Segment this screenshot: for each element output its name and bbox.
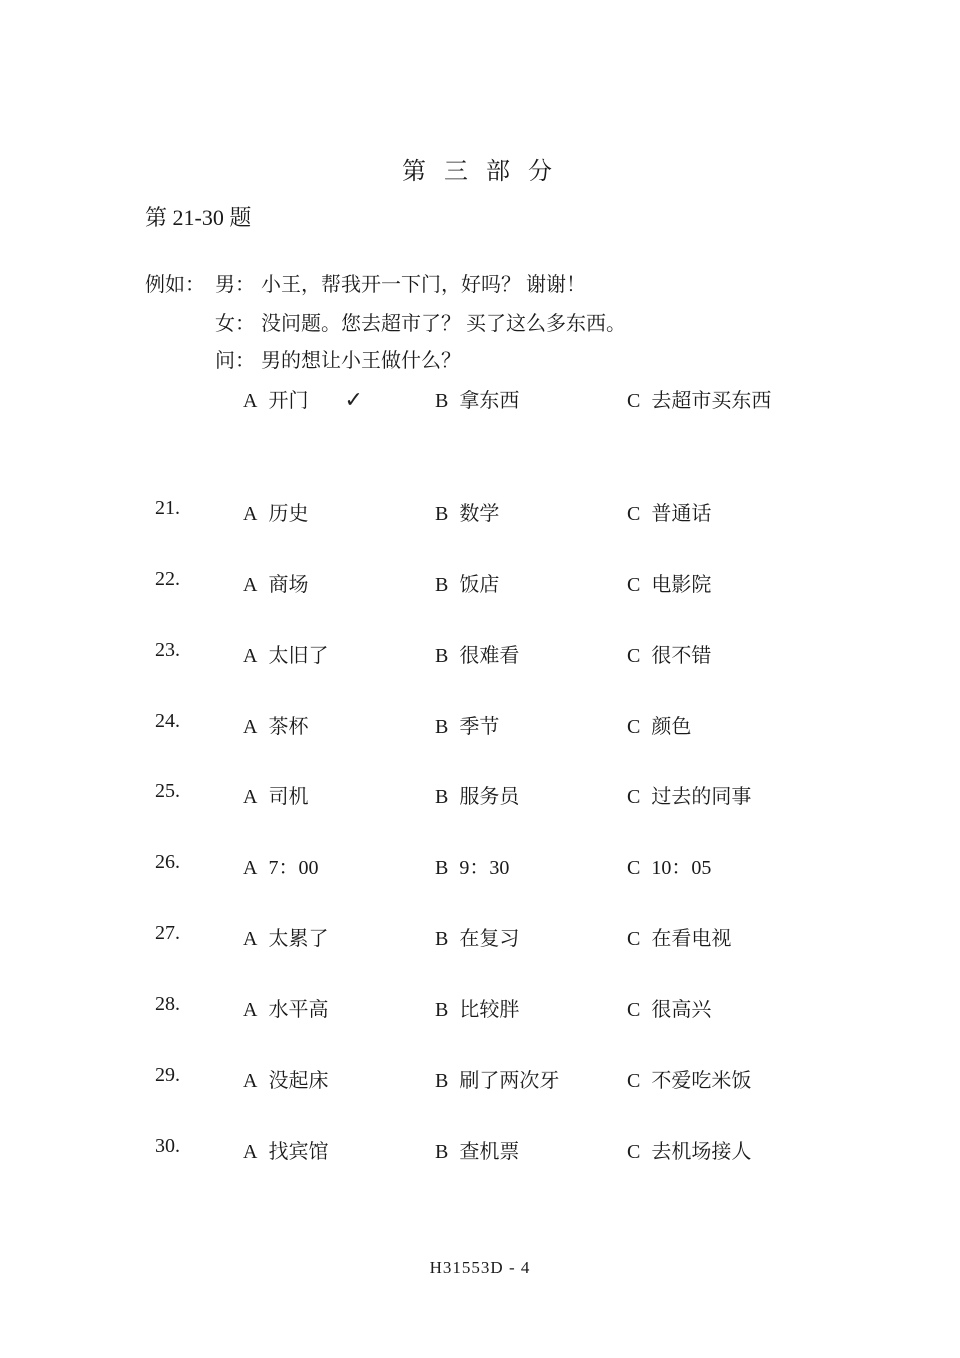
example-line-1	[145, 268, 586, 297]
option-text: 7：00	[268, 857, 319, 879]
option-text: 没起床	[268, 1070, 329, 1092]
option-label: B	[435, 503, 449, 525]
question-row-22	[0, 568, 960, 596]
option-b	[435, 497, 499, 526]
option-text: 很难看	[459, 645, 520, 667]
example-speaker: 男：	[215, 274, 255, 296]
example-text: 小王，帮我开一下门，好吗？ 谢谢！	[261, 274, 586, 296]
option-label: B	[435, 1141, 449, 1163]
option-label: A	[243, 645, 258, 667]
question-row-25	[0, 780, 960, 808]
option-label: A	[243, 786, 258, 808]
question-row-26	[0, 851, 960, 879]
option-text: 很高兴	[651, 999, 712, 1021]
option-label: C	[627, 716, 641, 738]
option-text: 找宾馆	[268, 1141, 329, 1163]
example-text: 没问题。您去超市了？ 买了这么多东西。	[261, 313, 626, 335]
option-c	[627, 1064, 751, 1093]
option-label: C	[627, 1141, 641, 1163]
question-row-29	[0, 1064, 960, 1092]
option-label: A	[243, 503, 258, 525]
option-text: 水平高	[268, 999, 329, 1021]
option-text: 普通话	[651, 503, 712, 525]
option-text: 电影院	[651, 574, 712, 596]
option-b	[435, 1135, 519, 1164]
option-text: 司机	[268, 786, 309, 808]
option-c	[627, 639, 711, 668]
option-c	[627, 851, 711, 880]
question-number: 24.	[155, 710, 180, 732]
option-text: 去超市买东西	[651, 390, 772, 412]
option-a	[243, 1135, 328, 1164]
question-number: 29.	[155, 1064, 180, 1086]
option-text: 服务员	[459, 786, 520, 808]
option-text: 刷了两次牙	[459, 1070, 560, 1092]
option-b	[435, 780, 519, 809]
option-c	[627, 497, 711, 526]
option-label: C	[627, 574, 641, 596]
option-text: 在看电视	[651, 928, 732, 950]
option-label: A	[243, 857, 258, 879]
option-label: C	[627, 928, 641, 950]
option-label: A	[243, 999, 258, 1021]
example-options-row	[0, 384, 960, 412]
option-c	[627, 568, 711, 597]
option-label: C	[627, 786, 641, 808]
option-a	[243, 497, 308, 526]
example-option-a	[243, 384, 363, 413]
option-c	[627, 993, 711, 1022]
page-title: 第 三 部 分	[402, 159, 558, 185]
option-text: 茶杯	[268, 716, 309, 738]
option-label: A	[243, 716, 258, 738]
question-row-23	[0, 639, 960, 667]
option-text: 不爱吃米饭	[651, 1070, 752, 1092]
option-a	[243, 993, 328, 1022]
option-b	[435, 710, 499, 739]
option-text: 太旧了	[268, 645, 329, 667]
option-a	[243, 851, 318, 880]
option-label: B	[435, 1070, 449, 1092]
question-number: 25.	[155, 780, 180, 802]
option-text: 拿东西	[459, 390, 520, 412]
option-c	[627, 780, 751, 809]
option-label: B	[435, 716, 449, 738]
option-label: B	[435, 928, 449, 950]
option-label: C	[627, 390, 641, 412]
option-text: 饭店	[459, 574, 500, 596]
option-label: B	[435, 645, 449, 667]
option-text: 太累了	[268, 928, 329, 950]
option-label: B	[435, 574, 449, 596]
example-option-b	[435, 384, 519, 413]
option-label: C	[627, 857, 641, 879]
example-speaker: 问：	[215, 350, 255, 372]
option-text: 查机票	[459, 1141, 520, 1163]
question-number: 28.	[155, 993, 180, 1015]
option-label: B	[435, 857, 449, 879]
option-a	[243, 710, 308, 739]
example-prefix: 例如：	[145, 274, 205, 296]
option-text: 很不错	[651, 645, 712, 667]
question-number: 22.	[155, 568, 180, 590]
option-c	[627, 1135, 751, 1164]
example-text: 男的想让小王做什么？	[261, 350, 461, 372]
option-b	[435, 1064, 559, 1093]
question-row-24	[0, 710, 960, 738]
question-number: 27.	[155, 922, 180, 944]
option-label: B	[435, 999, 449, 1021]
option-c	[627, 922, 731, 951]
option-a	[243, 568, 308, 597]
option-label: C	[627, 645, 641, 667]
option-a	[243, 639, 328, 668]
question-row-21	[0, 497, 960, 525]
option-label: B	[435, 786, 449, 808]
question-number: 30.	[155, 1135, 180, 1157]
option-text: 9：30	[459, 857, 510, 879]
option-label: C	[627, 999, 641, 1021]
question-number: 26.	[155, 851, 180, 873]
option-text: 季节	[459, 716, 500, 738]
option-text: 10：05	[651, 857, 712, 879]
question-row-30	[0, 1135, 960, 1163]
question-number: 23.	[155, 639, 180, 661]
example-speaker: 女：	[215, 313, 255, 335]
section-range: 第 21-30 题	[145, 205, 252, 230]
option-label: B	[435, 390, 449, 412]
option-b	[435, 922, 519, 951]
option-c	[627, 710, 691, 739]
option-text: 商场	[268, 574, 309, 596]
question-number: 21.	[155, 497, 180, 519]
question-row-28	[0, 993, 960, 1021]
example-line-3	[145, 344, 461, 373]
example-option-c	[627, 384, 771, 413]
option-a	[243, 1064, 328, 1093]
option-text: 去机场接人	[651, 1141, 752, 1163]
option-text: 开门	[268, 390, 309, 412]
option-label: A	[243, 928, 258, 950]
option-a	[243, 780, 308, 809]
checkmark-icon: ✓	[344, 388, 363, 413]
option-b	[435, 568, 499, 597]
option-text: 颜色	[651, 716, 692, 738]
option-b	[435, 993, 519, 1022]
option-b	[435, 639, 519, 668]
option-b	[435, 851, 509, 880]
question-row-27	[0, 922, 960, 950]
option-label: A	[243, 1070, 258, 1092]
option-label: A	[243, 390, 258, 412]
option-text: 比较胖	[459, 999, 520, 1021]
option-label: C	[627, 503, 641, 525]
option-text: 历史	[268, 503, 309, 525]
option-label: C	[627, 1070, 641, 1092]
option-text: 在复习	[459, 928, 520, 950]
option-label: A	[243, 1141, 258, 1163]
page-footer: H31553D - 4	[429, 1258, 531, 1277]
option-text: 数学	[459, 503, 500, 525]
example-line-2	[145, 307, 626, 336]
option-label: A	[243, 574, 258, 596]
option-text: 过去的同事	[651, 786, 752, 808]
option-a	[243, 922, 328, 951]
